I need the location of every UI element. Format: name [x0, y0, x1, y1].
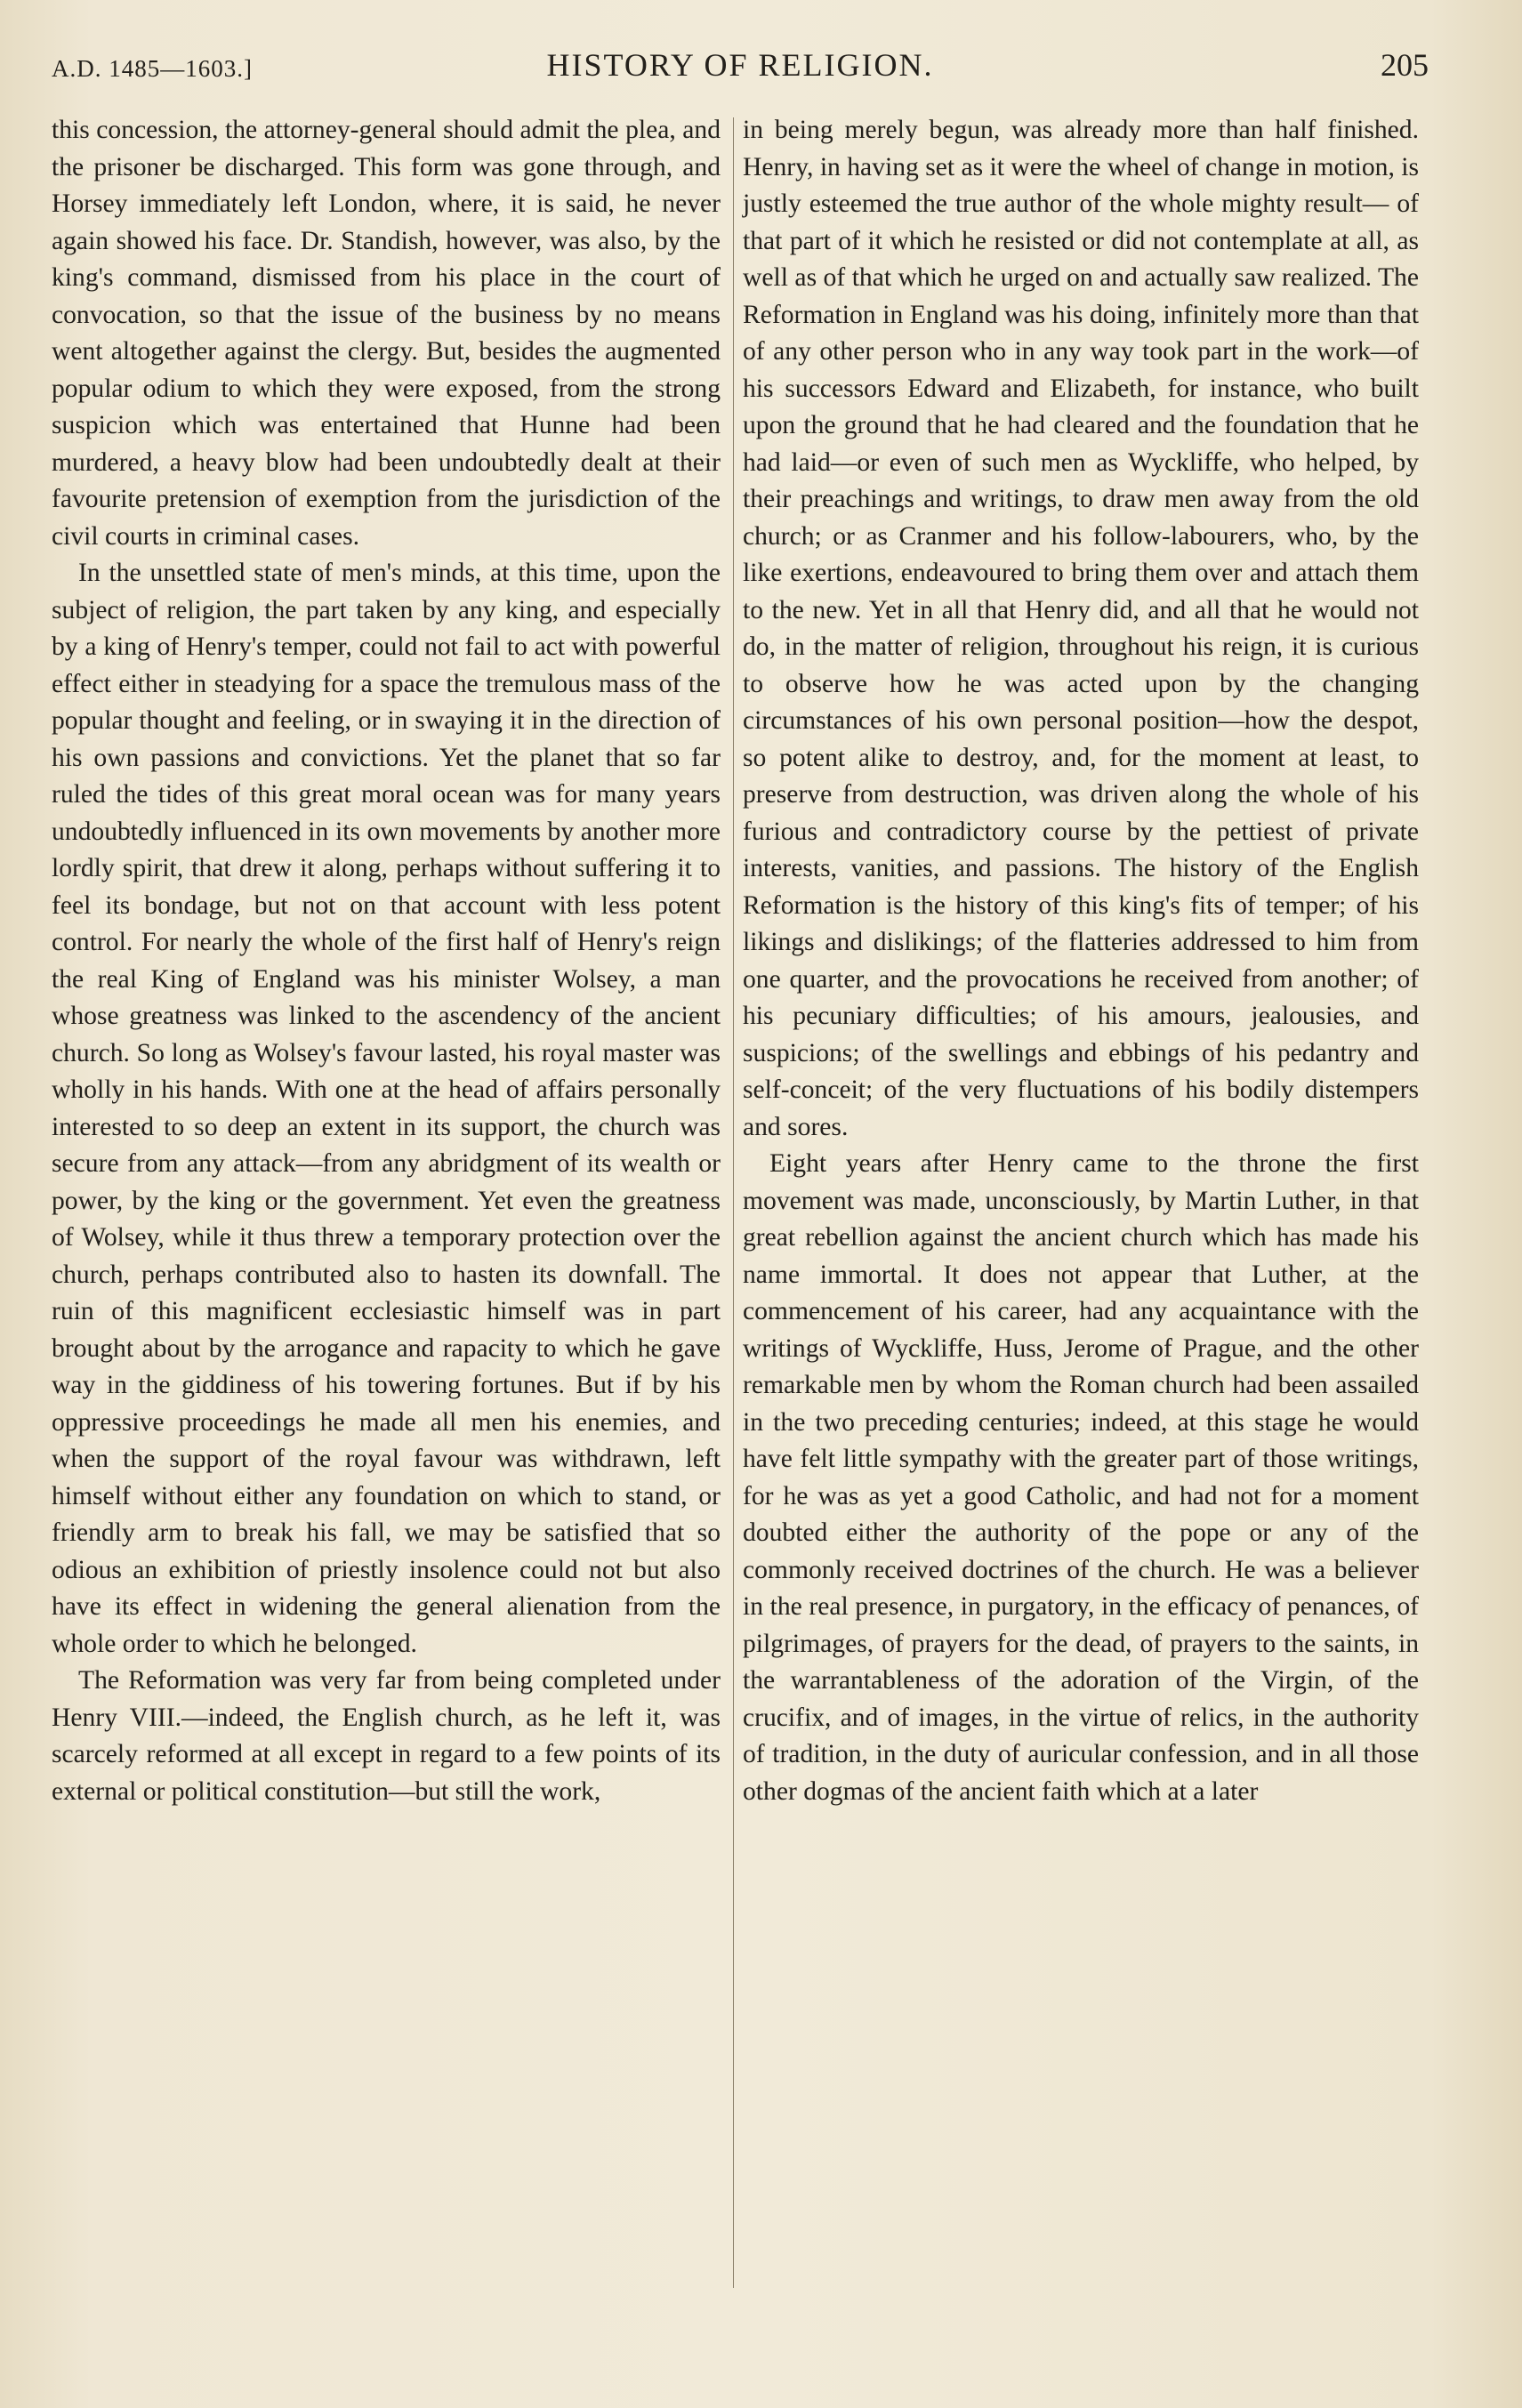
- paragraph: Eight years after Henry came to the throne the first movement was made, unconsciously, by Martin Luther, in that great rebellion against the ancient church which has made his name immortal. It does not appear that Luther, at the commencement of his career, had any acquaintance with the writings of Wyckliffe, Huss, Jerome of Prague, and the other remarkable men by whom the Roman church had been assailed in the two preceding centuries; indeed, at this stage he would have felt little sympathy with the greater part of those writings, for he was as yet a good Catholic, and had not for a moment doubted either the authority of the pope or any of the commonly received doctrines of the church. He was a believer in the real presence, in purgatory, in the efficacy of penances, of pilgrimages, of prayers for the dead, of prayers to the saints, in the warrantableness of the adoration of the Virgin, of the crucifix, and of images, in the virtue of relics, in the authority of tradition, in the duty of auricular confession, and in all those other dogmas of the ancient faith which at a later: [743, 1149, 1419, 1806]
- paragraph: The Reformation was very far from being completed under Henry VIII.—indeed, the English church, as he left it, was scarcely reformed at all except in regard to a few points of its external or political constitution—but still the work,: [52, 1666, 721, 1806]
- paragraph: In the unsettled state of men's minds, at this time, upon the subject of religion, the part taken by any king, and especially by a king of Henry's temper, could not fail to act with powerful effect either in steadying for a space the tremulous mass of the popular thought and feeling, or in swaying it in the direction of his own passions and convictions. Yet the planet that so far ruled the tides of this great moral ocean was for many years undoubtedly influenced in its own movements by another more lordly spirit, that drew it along, perhaps without suffering it to feel its bondage, but not on that account with less potent control. For nearly the whole of the first half of Henry's reign the real King of England was his minister Wolsey, a man whose greatness was linked to the ascendency of the ancient church. So long as Wolsey's favour lasted, his royal master was wholly in his hands. With one at the head of affairs personally interested to so deep an extent in its support, the church was secure from any attack—from any abridgment of its wealth or power, by the king or the government. Yet even the greatness of Wolsey, while it thus threw a temporary protection over the church, perhaps contributed also to hasten its downfall. The ruin of this magnificent ecclesiastic himself was in part brought about by the arrogance and rapacity to which he gave way in the giddiness of his towering fortunes. But if by his oppressive proceedings he made all men his enemies, and when the support of the royal favour was withdrawn, left himself without either any foundation on which to stand, or friendly arm to break his fall, we may be satisfied that so odious an exhibition of priestly insolence could not but also have its effect in widening the general alienation from the whole order to which he belonged.: [52, 559, 721, 1658]
- page-number: 205: [1381, 47, 1429, 83]
- page-title: HISTORY OF RELIGION.: [546, 47, 934, 83]
- column-rule: [733, 117, 734, 2288]
- date-range: A.D. 1485—1603.]: [52, 55, 253, 82]
- right-column: [743, 112, 1419, 1810]
- paragraph: this concession, the attorney-general should admit the plea, and the prisoner be discharged. This form was gone through, and Horsey immediately left London, where, it is said, he never again showed his face. Dr. Standish, however, was also, by the king's command, dismissed from his place in the court of convocation, so that the issue of the business by no means went altogether against the clergy. But, besides the augmented popular odium to which they were exposed, from the strong suspicion which was entertained that Hunne had been murdered, a heavy blow had been undoubtedly dealt at their favourite pretension of exemption from the jurisdiction of the civil courts in criminal cases.: [52, 116, 721, 551]
- paragraph: in being merely begun, was already more than half finished. Henry, in having set as it were the wheel of change in motion, is justly esteemed the true author of the whole mighty result— of that part of it which he resisted or did not contemplate at all, as well as of that which he urged on and actually saw realized. The Reformation in England was his doing, infinitely more than that of any other person who in any way took part in the work—of his successors Edward and Elizabeth, for instance, who built upon the ground that he had cleared and the foundation that he had laid—or even of such men as Wyckliffe, who helped, by their preachings and writings, to draw men away from the old church; or as Cranmer and his follow-labourers, who, by the like exertions, endeavoured to bring them over and attach them to the new. Yet in all that Henry did, and all that he would not do, in the matter of religion, throughout his reign, it is curious to observe how he was acted upon by the changing circumstances of his own personal position—how the despot, so potent alike to destroy, and, for the moment at least, to preserve from destruction, was driven along the whole of his furious and contradictory course by the pettiest of private interests, vanities, and passions. The history of the English Reformation is the history of this king's fits of temper; of his likings and dislikings; of the flatteries addressed to him from one quarter, and the provocations he received from another; of his pecuniary difficulties; of his amours, jealousies, and suspicions; of the swellings and ebbings of his pedantry and self-conceit; of the very fluctuations of his bodily distempers and sores.: [743, 116, 1419, 1141]
- left-column: [52, 112, 721, 1810]
- running-header: [52, 46, 1429, 87]
